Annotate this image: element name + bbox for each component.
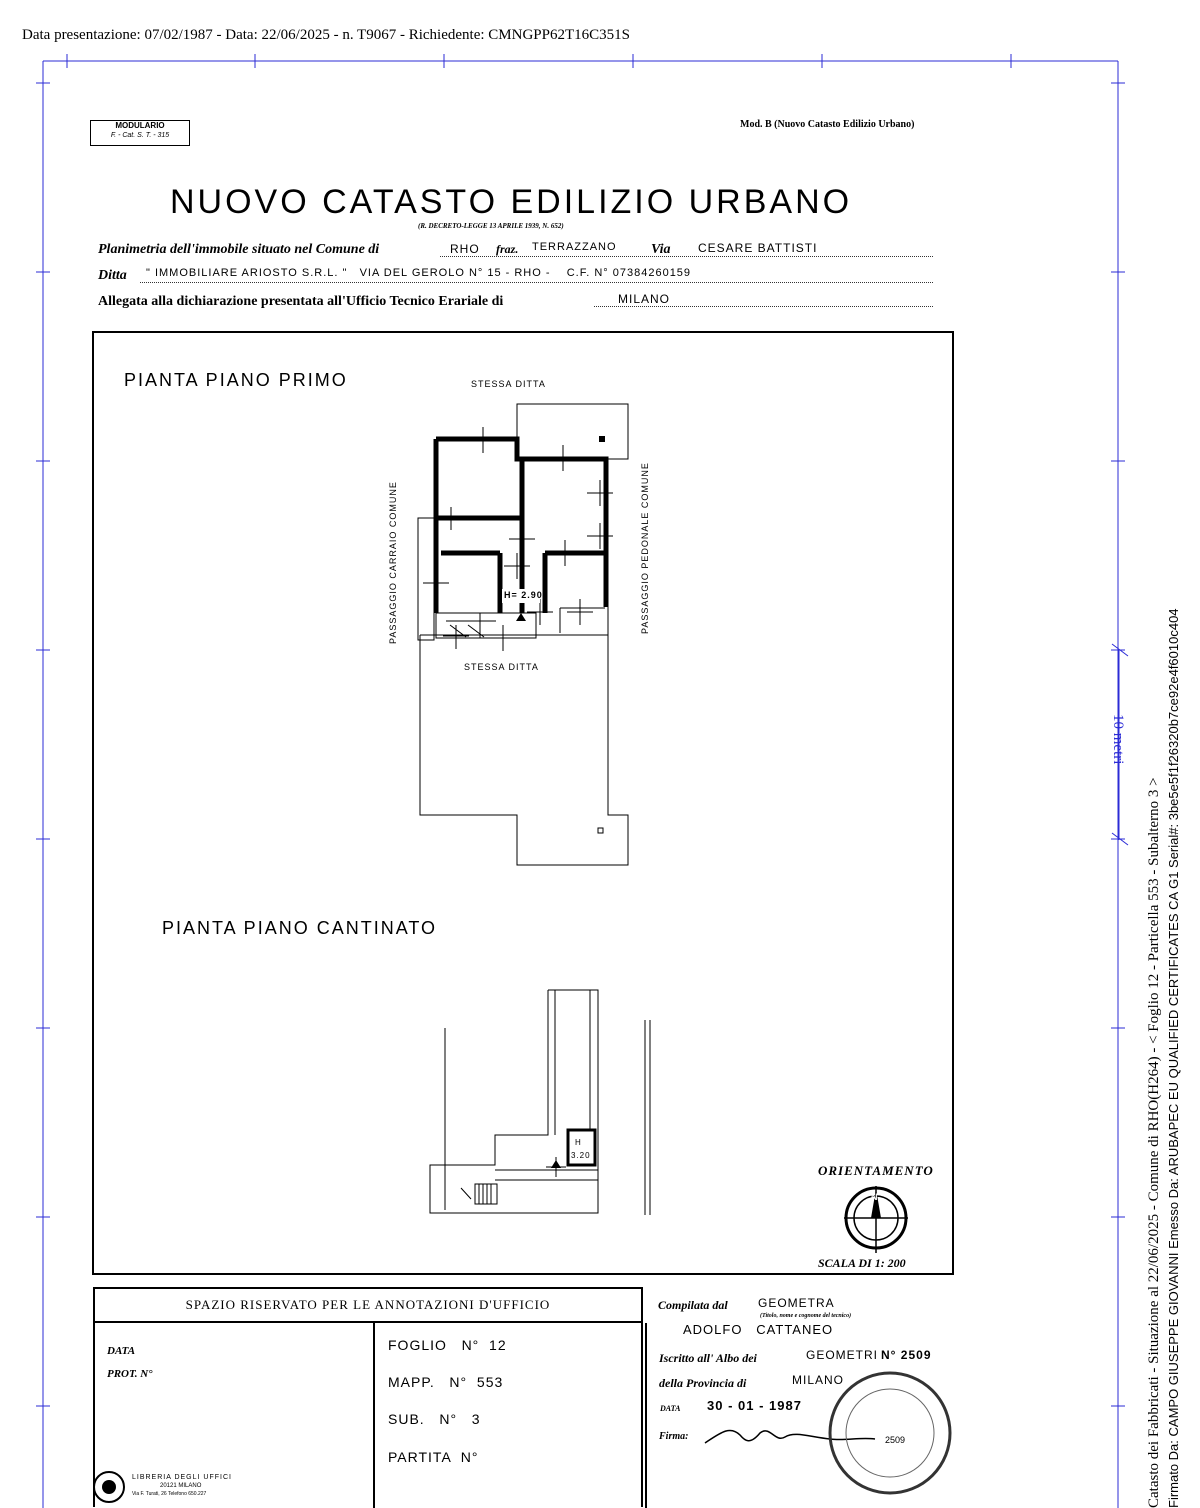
fraz-label: fraz. [496, 242, 519, 256]
orientamento-label: ORIENTAMENTO [818, 1163, 934, 1178]
compiler-name: ADOLFO CATTANEO [683, 1322, 834, 1337]
north-label: N [871, 1192, 879, 1202]
allegata-label: Allegata alla dichiarazione presentata all'Ufficio Tecnico Erariale di [98, 294, 504, 309]
partita-value: PARTITA N° [388, 1449, 479, 1465]
decree-reference: (R. DECRETO-LEGGE 13 APRILE 1939, N. 652) [418, 222, 564, 230]
stamp-number: 2509 [885, 1435, 906, 1445]
provincia-value: MILANO [792, 1373, 845, 1387]
scala-label: SCALA DI 1: 200 [818, 1256, 906, 1270]
publisher-logo-icon [92, 1470, 126, 1504]
mod-b-label: Mod. B (Nuovo Catasto Edilizio Urbano) [740, 119, 915, 130]
height-primo-label: H= 2.90 [504, 590, 543, 600]
document-header-line: Data presentazione: 07/02/1987 - Data: 22/06/2025 - n. T9067 - Richiedente: CMNGPP62T16C351S [22, 27, 630, 43]
ditta-label: Ditta [98, 268, 127, 283]
height-cantina-h: H [575, 1138, 582, 1147]
frazione-value: TERRAZZANO [532, 241, 617, 253]
scale-bar-label: 10 metri [1110, 714, 1126, 765]
office-data-label: DATA [107, 1345, 136, 1357]
passaggio-pedonale-label: PASSAGGIO PEDONALE COMUNE [640, 462, 650, 634]
ditta-dotted-line [140, 282, 933, 283]
pianta-cantinato-title: PIANTA PIANO CANTINATO [162, 918, 438, 938]
planimetria-label: Planimetria dell'immobile situato nel Comune di [98, 242, 380, 257]
modulario-line1: MODULARIO [115, 121, 165, 130]
foglio-value: FOGLIO N° 12 [388, 1337, 507, 1353]
ufficio-value: MILANO [618, 292, 671, 306]
professional-seal-icon [820, 1368, 960, 1498]
allegata-dotted-line [594, 306, 933, 307]
pianta-primo-title: PIANTA PIANO PRIMO [124, 370, 348, 390]
compiler-date: 30 - 01 - 1987 [707, 1398, 802, 1413]
compilata-label: Compilata dal [658, 1298, 728, 1312]
provincia-label: della Provincia di [659, 1376, 747, 1390]
mappale-value: MAPP. N° 553 [388, 1374, 504, 1390]
office-prot-label: PROT. N° [107, 1368, 153, 1380]
comune-value: RHO [450, 242, 480, 256]
publisher-line1: LIBRERIA DEGLI UFFICI [132, 1474, 232, 1481]
passaggio-carraio-label: PASSAGGIO CARRAIO COMUNE [388, 481, 398, 644]
stessa-ditta-top-label: STESSA DITTA [471, 379, 546, 389]
office-annotations-header: SPAZIO RISERVATO PER LE ANNOTAZIONI D'UFFICIO [93, 1287, 643, 1323]
via-label: Via [651, 242, 671, 257]
subalterno-value: SUB. N° 3 [388, 1411, 481, 1427]
basement-plan [425, 985, 665, 1225]
publisher-line3: Via F. Turati, 26 Telefono 650.227 [132, 1491, 207, 1497]
via-value: CESARE BATTISTI [698, 241, 818, 255]
albo-number: N° 2509 [881, 1348, 932, 1362]
first-floor-plan [380, 395, 650, 875]
side-signature-info: Firmato Da: CAMPO GIUSEPPE GIOVANNI Emesso Da: ARUBAPEC EU QUALIFIED CERTIFICATES CA G1 Serial#: 3be5e5f1f26320b7ce92e4f6010c404 [1166, 608, 1181, 1508]
document-title: NUOVO CATASTO EDILIZIO URBANO [170, 183, 853, 221]
publisher-line2: 20121 MILANO [160, 1483, 202, 1489]
ditta-value: " IMMOBILIARE ARIOSTO S.R.L. " VIA DEL GEROLO N° 15 - RHO - C.F. N° 07384260159 [146, 267, 692, 279]
albo-value: GEOMETRI [806, 1348, 879, 1362]
height-cantina-value: 3.20 [571, 1151, 591, 1160]
firma-label: Firma: [659, 1431, 689, 1442]
compiler-data-label: DATA [660, 1404, 681, 1413]
side-cadastre-info: Catasto dei Fabbricati - Situazione al 22/06/2025 - Comune di RHO(H264) - < Foglio 12 - Particella 553 - Subalterno 3 > [1146, 777, 1162, 1508]
modulario-box [90, 120, 190, 146]
iscritto-label: Iscritto all' Albo dei [659, 1351, 757, 1365]
compiler-title-note: (Titolo, nome e cognome del tecnico) [760, 1313, 852, 1319]
planimetria-dotted-line [440, 256, 933, 257]
modulario-line2: F. - Cat. S. T. - 315 [110, 132, 170, 139]
stessa-ditta-bottom-label: STESSA DITTA [464, 662, 539, 672]
compiler-title: GEOMETRA [758, 1296, 835, 1310]
